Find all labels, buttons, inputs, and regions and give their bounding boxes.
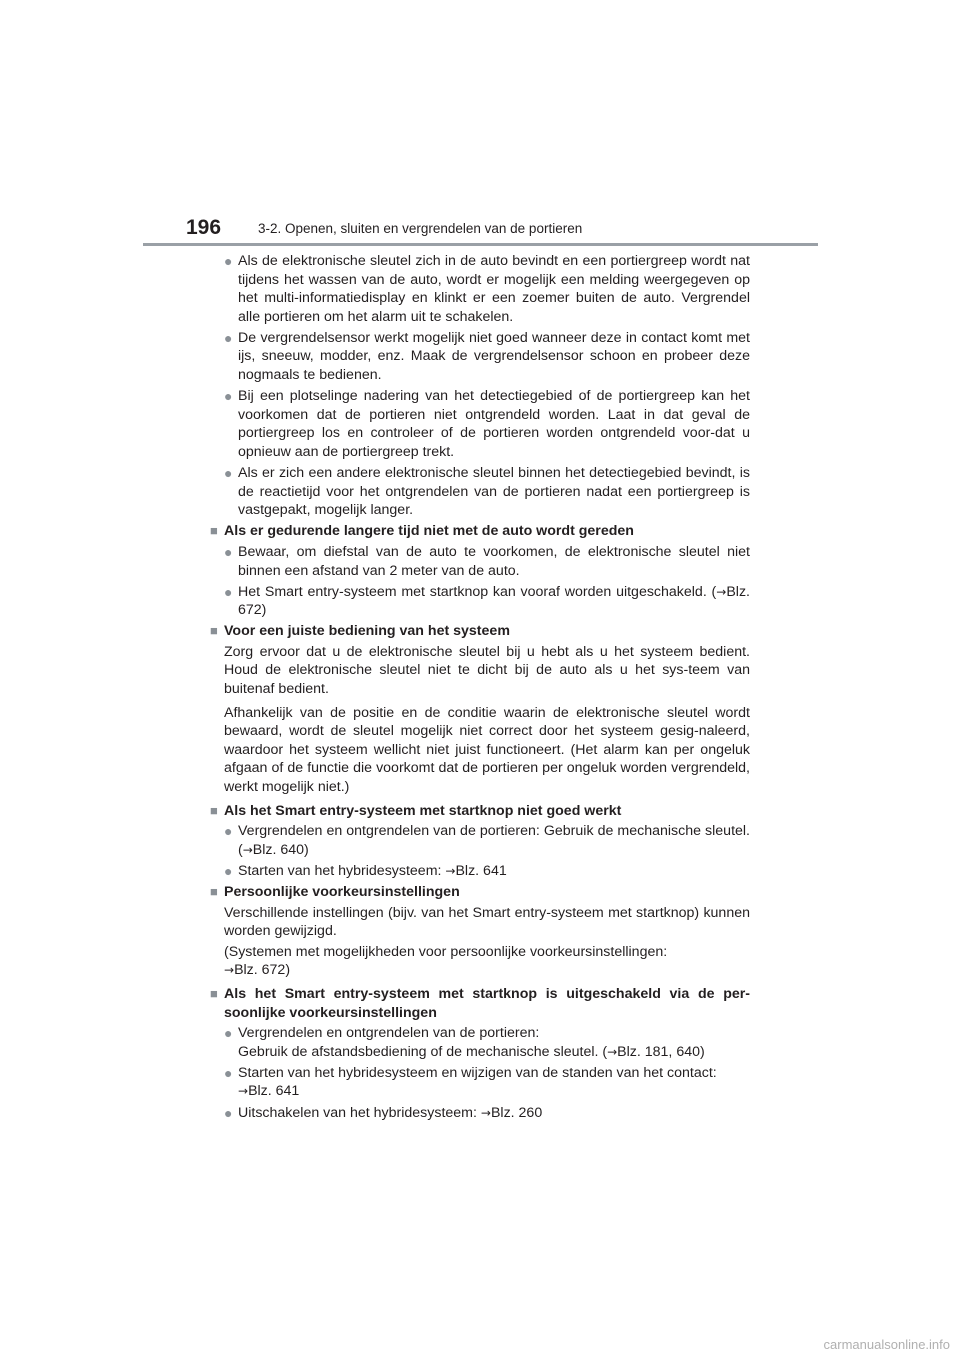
bullet-icon: ● [224,329,233,346]
section-title: 3-2. Openen, sluiten en vergrendelen van de portieren [258,221,583,236]
bullet-item [210,1064,750,1101]
page-reference: Blz. 640) [252,841,309,858]
bullet-text: Vergrendelen en ontgrendelen van de portieren: [238,1025,540,1042]
bullet-text: Starten van het hybridesysteem en wijzigen van de standen van het contact: [238,1064,717,1081]
arrow-icon: → [224,963,235,978]
bullet-item [210,543,750,580]
bullet-icon: ● [224,583,233,600]
bullet-item [210,1024,750,1061]
bullet-item [210,862,750,881]
bullet-icon: ● [224,388,233,405]
square-bullet-icon: ■ [210,985,218,1001]
page-reference: Blz. 672) [234,962,291,979]
section-heading-long-term [210,522,750,541]
page-reference: Blz. 641 [455,862,507,879]
bullet-icon: ● [224,253,233,269]
heading-text: Als het Smart entry-systeem met startknop niet goed werkt [224,802,622,819]
paragraph-text: (Systemen met mogelijkheden voor persoonlijke voorkeursinstellingen: [224,943,668,960]
square-bullet-icon: ■ [210,884,218,899]
watermark-text: carmanualsonline.info [823,1337,950,1352]
page-reference: Blz. 641 [248,1083,300,1100]
section-heading-malfunction [210,802,750,821]
square-bullet-icon: ■ [210,523,218,539]
arrow-icon: → [716,584,727,599]
heading-text: Als er gedurende langere tijd niet met de auto wordt gereden [224,523,634,540]
arrow-icon: → [238,1084,249,1099]
bullet-text: Starten van het hybridesysteem: [238,862,446,879]
paragraph: Afhankelijk van de positie en de conditie waarin de elektronische sleutel wordt bewaard, wordt de sleutel mogelijk niet correct door het systeem gesig-naleerd, waardoor het systeem wellicht niet juist functioneert. (Het alarm kan per ongeluk afgaan of de functie die voorkomt dat de portieren per ongeluk worden vergrendeld, werkt mogelijk niet.) [224,704,750,796]
page-content [210,252,750,1125]
bullet-icon: ● [224,862,233,879]
bullet-item [210,252,750,326]
page-number: 196 [186,216,222,239]
bullet-item [210,329,750,385]
section-heading-disabled [210,985,750,1022]
arrow-icon: → [445,863,456,878]
bullet-text: Gebruik de afstandsbediening of de mechanische sleutel. ( [238,1043,608,1060]
header-rule [143,243,818,246]
arrow-icon: → [242,842,253,857]
page-reference: Blz. 181, 640) [617,1043,705,1060]
page-reference: Blz. 672) [238,583,750,619]
bullet-text: De vergrendelsensor werkt mogelijk niet goed wanneer deze in contact komt met ijs, sneeuw, modder, enz. Maak de vergrendelsensor schoon en probeer deze nogmaals te bedienen. [238,329,750,384]
arrow-icon: → [480,1105,491,1120]
paragraph [210,943,750,980]
bullet-icon: ● [224,1025,233,1042]
bullet-text: Als de elektronische sleutel zich in de auto bevindt en een portiergreep wordt nat tijdens het wassen van de auto, wordt er mogelijk een melding weergegeven op het multi-informatiedisplay en klinkt er een zoemer buiten de auto. Vergrendel alle portieren om het alarm uit te schakelen. [238,253,750,325]
heading-text: Als het Smart entry-systeem met startknop is uitgeschakeld via de per-soonlijke voorkeursinstellingen [224,985,750,1021]
section-heading-correct-use [210,622,750,641]
bullet-item [210,822,750,859]
bullet-item [210,387,750,461]
bullet-icon: ● [224,1104,233,1121]
section-heading-personal [210,883,750,902]
paragraph: Verschillende instellingen (bijv. van het Smart entry-systeem met startknop) kunnen worden gewijzigd. [224,904,750,940]
bullet-item [210,583,750,620]
square-bullet-icon: ■ [210,802,218,818]
heading-text: Voor een juiste bediening van het systeem [224,623,510,640]
square-bullet-icon: ■ [210,623,218,639]
bullet-icon: ● [224,465,233,482]
bullet-icon: ● [224,543,233,560]
bullet-text: Bewaar, om diefstal van de auto te voorkomen, de elektronische sleutel niet binnen een afstand van 2 meter van de auto. [238,543,750,579]
bullet-text: Als er zich een andere elektronische sleutel binnen het detectiegebied bevindt, is de reactietijd voor het ontgrendelen van de portieren nadat een portiergreep is vastgepakt, mogelijk langer. [238,465,750,519]
arrow-icon: → [607,1044,618,1059]
page-reference: Blz. 260 [490,1104,543,1121]
bullet-item [210,464,750,520]
bullet-text: Het Smart entry-systeem met startknop kan vooraf worden uitgeschakeld. ( [238,583,717,600]
bullet-text: Bij een plotselinge nadering van het detectiegebied of de portiergreep kan het voorkomen dat de portieren niet ontgrendeld worden. Laat in dat geval de portiergreep los en controleer of de portieren worden ontgrendeld voor-dat u opnieuw aan de portiergreep trekt. [238,388,750,460]
bullet-text: Uitschakelen van het hybridesysteem: [238,1104,481,1121]
bullet-icon: ● [224,1064,233,1081]
heading-text: Persoonlijke voorkeursinstellingen [224,884,460,900]
bullet-text: Vergrendelen en ontgrendelen van de portieren: Gebruik de mechanische sleutel. ( [238,823,750,858]
bullet-item [210,1104,750,1123]
bullet-icon: ● [224,823,233,840]
paragraph: Zorg ervoor dat u de elektronische sleutel bij u hebt als u het systeem bedient. Houd de elektronische sleutel niet te dicht bij de auto als u het sys-teem van buitenaf bedient. [224,643,750,698]
